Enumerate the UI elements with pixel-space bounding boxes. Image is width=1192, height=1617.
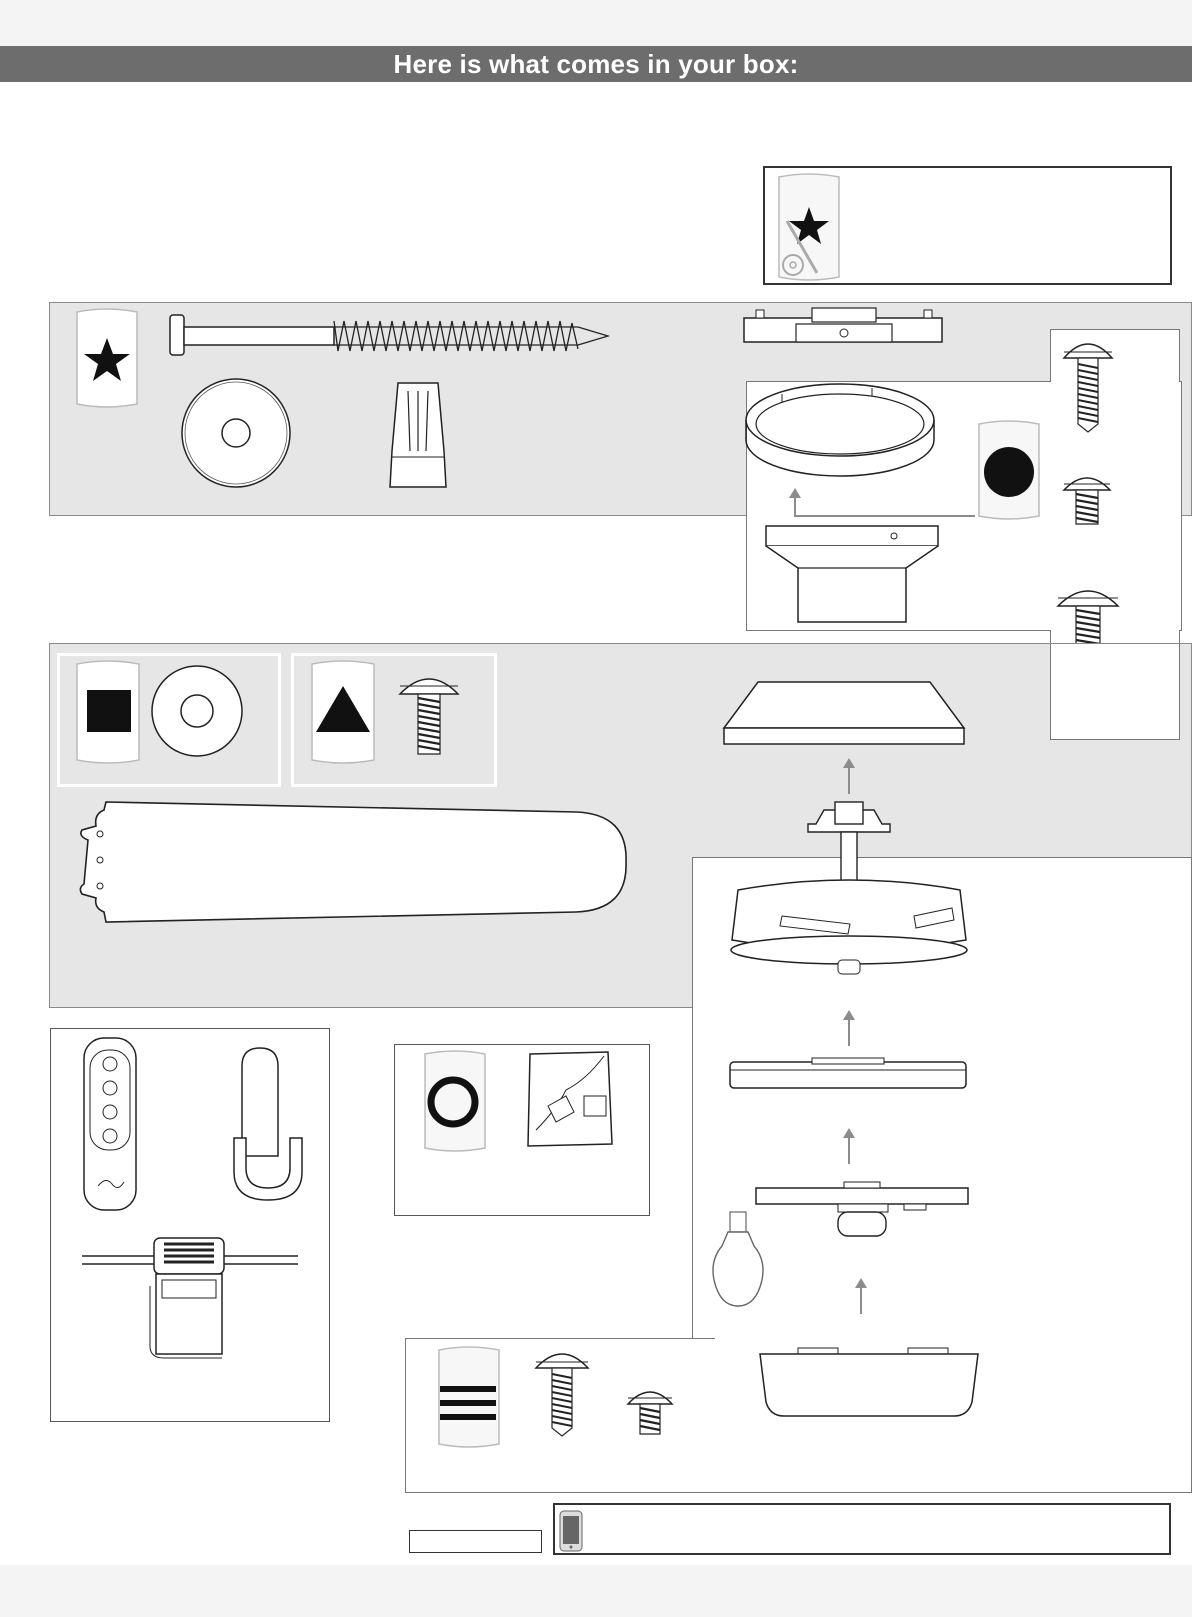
top-band: [0, 0, 1192, 46]
square-hardware-bag-icon: [72, 660, 144, 764]
mounting-bracket-icon: [742, 302, 946, 344]
bars-hardware-bag-icon: [434, 1346, 504, 1448]
arrow-icon: [787, 488, 975, 518]
light-bulb-icon: [710, 1210, 766, 1310]
fan-blade-icon: [76, 800, 628, 924]
phone-icon: [559, 1510, 583, 1552]
page-title: Here is what comes in your box:: [0, 46, 1192, 82]
canopy-icon: [764, 524, 940, 624]
wire-nut-icon: [388, 381, 448, 491]
fan-motor-icon: [724, 800, 974, 984]
canopy-ring-icon: [742, 380, 938, 486]
canopy-cover-icon: [722, 680, 966, 746]
motor-panel-cut-join: [693, 1339, 717, 1492]
blade-washer-icon: [150, 664, 244, 758]
canopy-screw-large-icon: [1060, 338, 1116, 434]
light-ring-icon: [728, 1056, 968, 1092]
wood-screw-icon: [168, 313, 608, 359]
light-kit-screw-long-icon: [534, 1348, 590, 1438]
blade-panel-overlay: [1050, 644, 1180, 740]
remote-control-icon: [82, 1036, 138, 1212]
washer-icon: [180, 377, 292, 489]
light-glass-icon: [758, 1344, 980, 1420]
canopy-screw-small-icon: [1062, 472, 1112, 528]
circle-hardware-bag-icon: [974, 420, 1044, 520]
note-box: [409, 1530, 542, 1553]
app-info-box: [553, 1503, 1171, 1555]
arrow-icon: [854, 1278, 868, 1314]
receiver-icon: [80, 1236, 300, 1360]
blade-screw-icon: [398, 672, 460, 758]
star-hardware-bag-icon: [72, 308, 142, 408]
arrow-icon: [842, 758, 856, 794]
star-bag-callout: [763, 166, 1172, 285]
triangle-hardware-bag-icon: [307, 660, 379, 764]
star-hardware-bag-icon: [773, 173, 845, 281]
ring-hardware-bag-icon: [420, 1050, 490, 1152]
light-fixture-plate-icon: [754, 1180, 970, 1240]
balancing-kit-icon: [526, 1050, 614, 1148]
light-kit-screw-short-icon: [626, 1386, 674, 1438]
arrow-icon: [842, 1128, 856, 1164]
bottom-band: [0, 1565, 1192, 1617]
remote-holder-icon: [230, 1046, 310, 1204]
arrow-icon: [842, 1010, 856, 1046]
